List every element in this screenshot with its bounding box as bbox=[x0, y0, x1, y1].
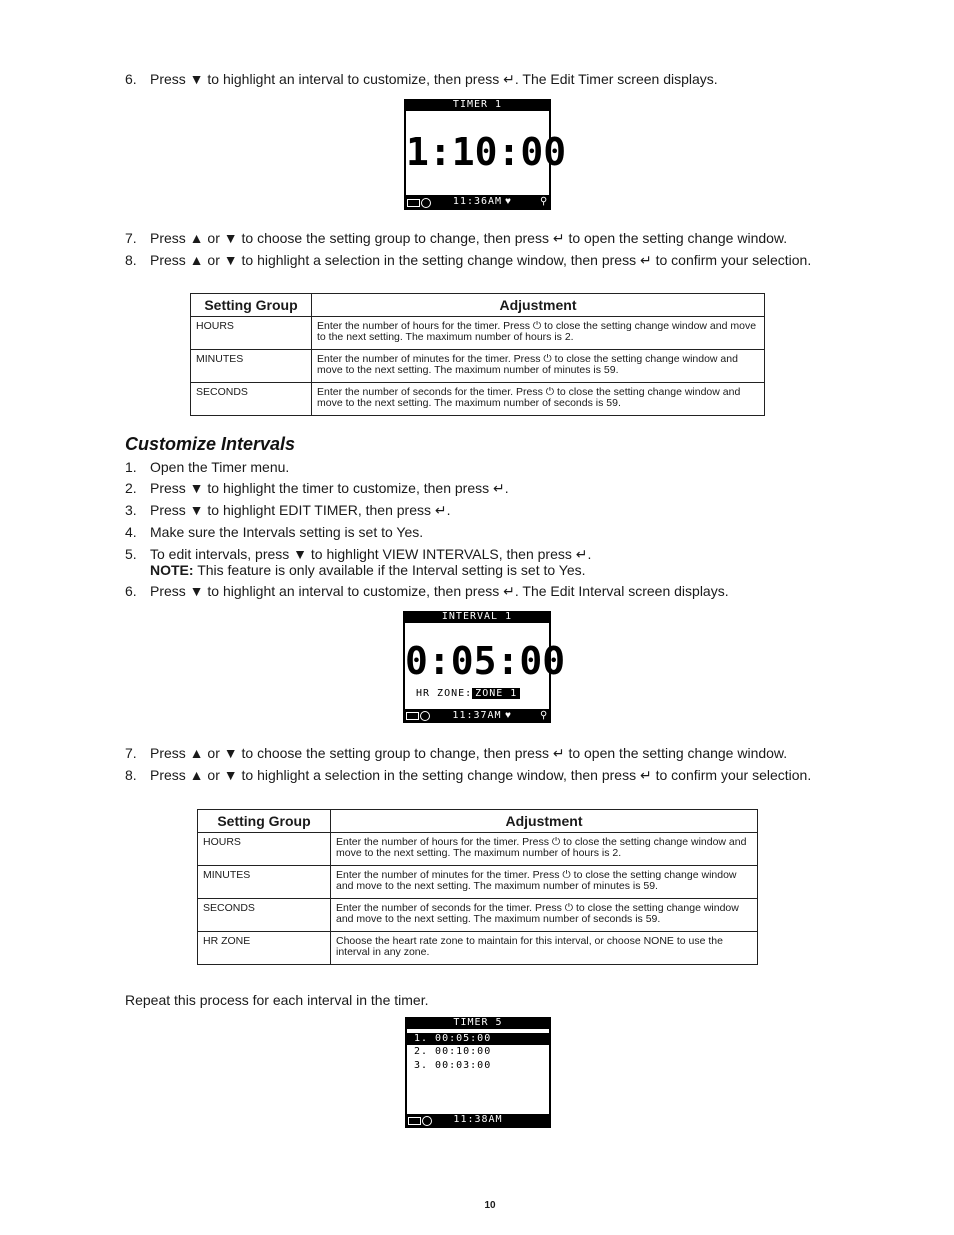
step-text: Press ▲ or ▼ to highlight a selection in the setting change window, then press ↵ to confirm your selection. bbox=[150, 767, 812, 783]
step-number: 4. bbox=[125, 524, 137, 540]
step-number: 5. bbox=[125, 546, 137, 562]
column-header: Setting Group bbox=[191, 294, 312, 317]
interval-list-item: 2. 00:10:00 bbox=[414, 1046, 492, 1057]
screen-body bbox=[407, 1029, 549, 1114]
adjustment-cell: Enter the number of hours for the timer. Press ⏻ to close the setting change window and move to the next setting. The maximum number of hours is 2. bbox=[312, 317, 765, 350]
adjustment-cell: Enter the number of hours for the timer. Press ⏻ to close the setting change window and move to the next setting. The maximum number of hours is 2. bbox=[331, 833, 758, 866]
setting-group-cell: MINUTES bbox=[198, 866, 331, 899]
heart-icon: ♥ bbox=[505, 196, 511, 207]
step-number: 1. bbox=[125, 459, 137, 475]
runner-icon: ⚲ bbox=[540, 196, 548, 207]
step-number: 6. bbox=[125, 71, 137, 87]
setting-group-cell: MINUTES bbox=[191, 350, 312, 383]
interval-screen bbox=[403, 611, 566, 723]
status-time: 11:36AM bbox=[452, 196, 503, 207]
runner-icon: ⚲ bbox=[540, 710, 548, 721]
screen-body bbox=[405, 623, 566, 709]
step-text: Press ▼ to highlight the timer to customize, then press ↵. bbox=[150, 480, 509, 496]
adjustment-cell: Enter the number of minutes for the timer. Press ⏻ to close the setting change window and move to the next setting. The maximum number of minutes is 59. bbox=[331, 866, 758, 899]
step-b-5 bbox=[125, 546, 825, 580]
hr-zone-label: HR ZONE: bbox=[416, 688, 473, 699]
setting-group-cell: SECONDS bbox=[198, 899, 331, 932]
setting-group-cell: HR ZONE bbox=[198, 932, 331, 965]
column-header: Adjustment bbox=[331, 810, 758, 833]
table-row bbox=[191, 317, 765, 350]
table-row bbox=[198, 833, 758, 866]
step-number: 8. bbox=[125, 767, 137, 783]
timer-list-screen bbox=[405, 1017, 551, 1128]
hr-zone-value: ZONE 1 bbox=[472, 688, 520, 699]
note-label: NOTE: bbox=[150, 562, 194, 578]
section-title: Customize Intervals bbox=[125, 434, 296, 454]
step-text: Make sure the Intervals setting is set to Yes. bbox=[150, 524, 424, 540]
setting-group-cell: HOURS bbox=[198, 833, 331, 866]
column-header: Setting Group bbox=[198, 810, 331, 833]
table-row bbox=[191, 350, 765, 383]
settings-table-timer bbox=[190, 293, 765, 416]
timer-time: 1:10:00 bbox=[406, 130, 567, 174]
table-row bbox=[198, 866, 758, 899]
setting-group-cell: SECONDS bbox=[191, 383, 312, 416]
column-header: Adjustment bbox=[312, 294, 765, 317]
hr-zone-row bbox=[416, 688, 520, 700]
step-main-text: To edit intervals, press ▼ to highlight VIEW INTERVALS, then press ↵. bbox=[150, 546, 592, 562]
step-number: 7. bbox=[125, 230, 137, 246]
heart-icon: ♥ bbox=[505, 710, 511, 721]
step-text: Press ▲ or ▼ to highlight a selection in the setting change window, then press ↵ to confirm your selection. bbox=[150, 252, 812, 268]
adjustment-cell: Enter the number of minutes for the timer. Press ⏻ to close the setting change window and move to the next setting. The maximum number of minutes is 59. bbox=[312, 350, 765, 383]
screen-title: TIMER 1 bbox=[452, 99, 503, 110]
screen-title: TIMER 5 bbox=[453, 1017, 503, 1028]
adjustment-cell: Choose the heart rate zone to maintain for this interval, or choose NONE to use the interval in any zone. bbox=[331, 932, 758, 965]
screen-body bbox=[406, 111, 567, 195]
interval-list-item-selected: 1. 00:05:00 bbox=[407, 1033, 549, 1045]
interval-time: 0:05:00 bbox=[405, 639, 566, 683]
step-text: Open the Timer menu. bbox=[150, 459, 290, 475]
note-text: This feature is only available if the Interval setting is set to Yes. bbox=[193, 562, 586, 578]
table-header-row bbox=[198, 810, 758, 833]
table-row bbox=[198, 932, 758, 965]
step-text: Press ▲ or ▼ to choose the setting group to change, then press ↵ to open the setting change window. bbox=[150, 230, 788, 246]
status-time: 11:37AM bbox=[452, 710, 502, 721]
step-text: Press ▼ to highlight EDIT TIMER, then press ↵. bbox=[150, 502, 451, 518]
adjustment-cell: Enter the number of seconds for the timer. Press ⏻ to close the setting change window and move to the next setting. The maximum number of seconds is 59. bbox=[331, 899, 758, 932]
page-number: 10 bbox=[484, 1200, 496, 1211]
timer-screen bbox=[404, 99, 567, 210]
table-row bbox=[191, 383, 765, 416]
repeat-text: Repeat this process for each interval in the timer. bbox=[125, 992, 429, 1008]
step-text: Press ▼ to highlight an interval to customize, then press ↵. The Edit Interval screen displays. bbox=[150, 583, 729, 599]
step-number: 7. bbox=[125, 745, 137, 761]
adjustment-cell: Enter the number of seconds for the timer. Press ⏻ to close the setting change window and move to the next setting. The maximum number of seconds is 59. bbox=[312, 383, 765, 416]
table-row bbox=[198, 899, 758, 932]
step-number: 2. bbox=[125, 480, 137, 496]
step-number: 6. bbox=[125, 583, 137, 599]
status-time: 11:38AM bbox=[453, 1114, 503, 1125]
screen-title: INTERVAL 1 bbox=[441, 611, 513, 622]
step-number: 8. bbox=[125, 252, 137, 268]
step-text: Press ▼ to highlight an interval to customize, then press ↵. The Edit Timer screen displays. bbox=[150, 71, 718, 87]
table-header-row bbox=[191, 294, 765, 317]
setting-group-cell: HOURS bbox=[191, 317, 312, 350]
interval-list-item: 3. 00:03:00 bbox=[414, 1060, 492, 1071]
step-number: 3. bbox=[125, 502, 137, 518]
step-text bbox=[150, 546, 830, 578]
settings-table-interval bbox=[197, 809, 758, 965]
step-text: Press ▲ or ▼ to choose the setting group to change, then press ↵ to open the setting change window. bbox=[150, 745, 788, 761]
